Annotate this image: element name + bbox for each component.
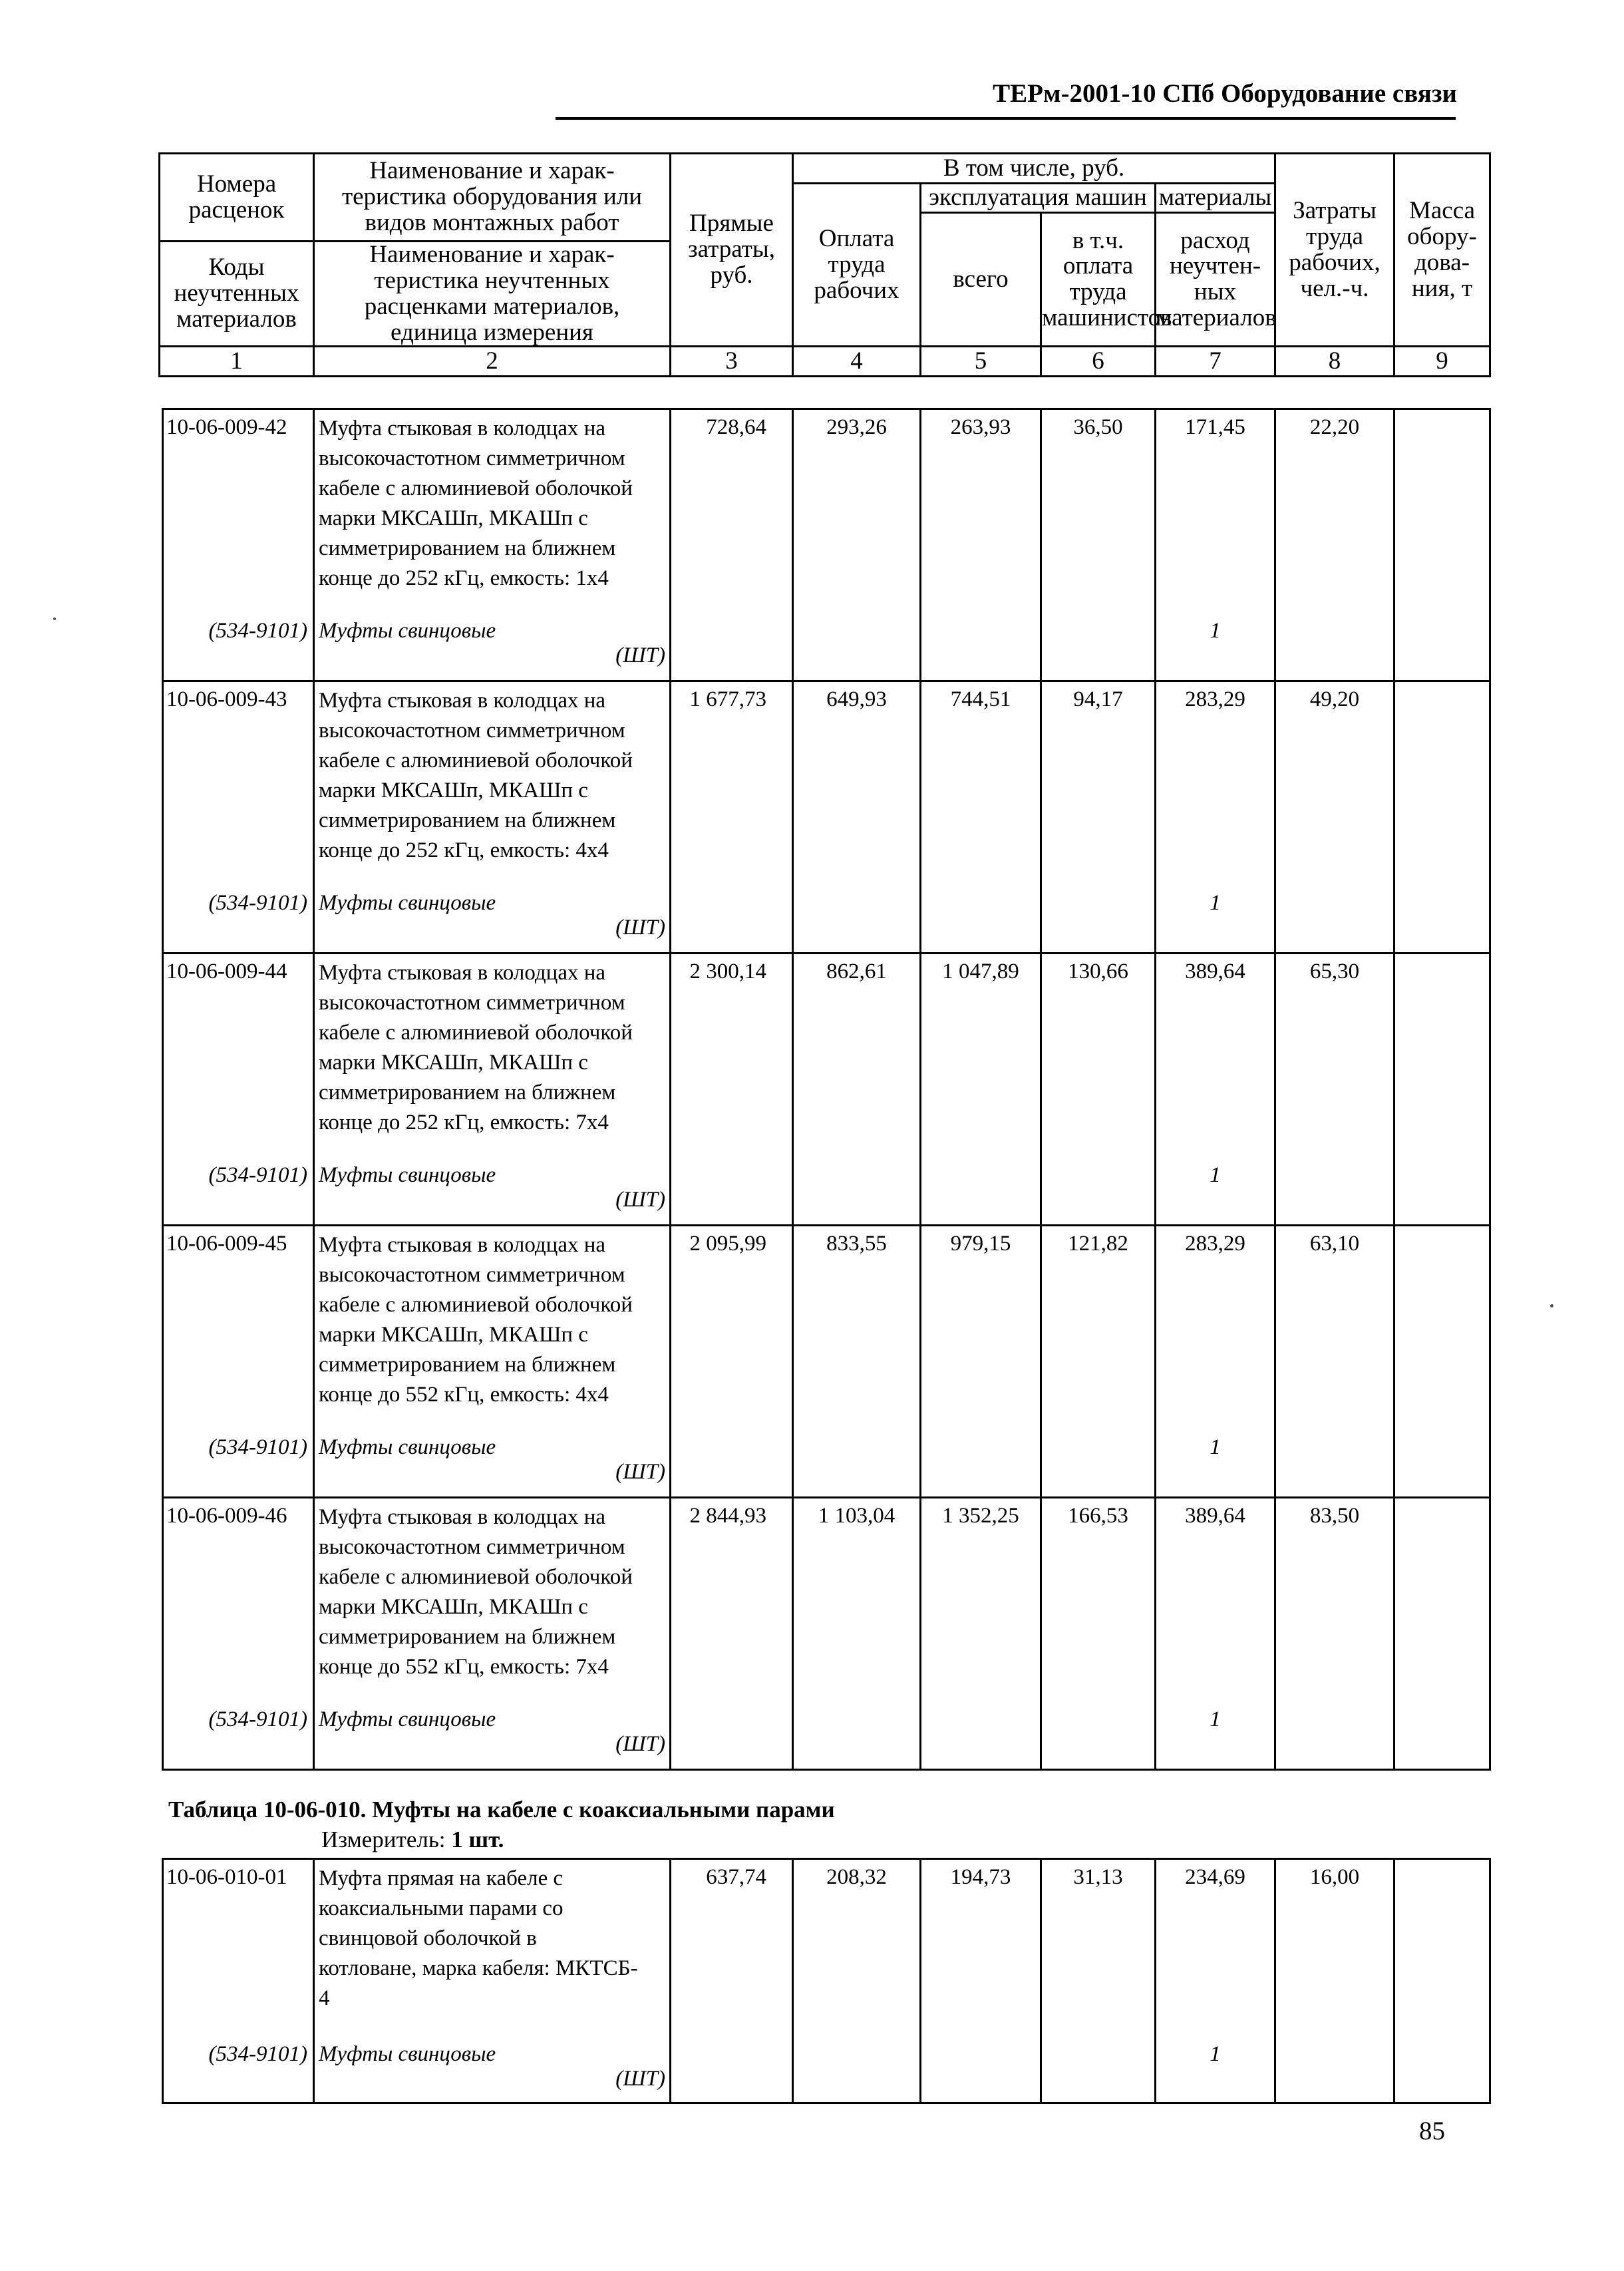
- machines-total: 263,93: [950, 415, 1011, 439]
- material-row: [163, 1163, 1490, 1226]
- machinists-pay: 31,13: [1073, 1865, 1123, 1889]
- worker-pay: 208,32: [826, 1865, 887, 1889]
- column-number: 2: [314, 347, 671, 377]
- machinists-pay: 166,53: [1068, 1504, 1128, 1528]
- material-name: Муфты свинцовые: [319, 1707, 496, 1731]
- material-quantity: 1: [1210, 1162, 1221, 1187]
- scan-speck: [53, 617, 56, 620]
- column-number: 1: [160, 347, 314, 377]
- rate-description: Муфта стыковая в колодцах на высокочастотном симметричном кабеле с алюминиевой оболочкой марки МКСАШп, МКАШп с симметрированием на ближнем конце до 552 кГц, емкость: 7х4: [319, 1505, 633, 1679]
- material-code: (534-9101): [208, 1707, 307, 1731]
- header-direct-costs: Прямые затраты, руб.: [671, 154, 793, 347]
- rate-row: [163, 681, 1490, 891]
- header-material-names: Наименование и харак- теристика неучтенных расценками материалов, единица измерения: [314, 242, 671, 347]
- material-name: Муфты свинцовые: [319, 2041, 496, 2066]
- material-row: [163, 619, 1490, 681]
- materials-cost: 234,69: [1185, 1865, 1245, 1889]
- rate-code: 10-06-009-43: [166, 687, 287, 711]
- material-quantity: 1: [1210, 1435, 1221, 1459]
- labor-hours: 22,20: [1309, 415, 1360, 439]
- materials-cost: 283,29: [1185, 1232, 1245, 1256]
- material-row: [163, 891, 1490, 954]
- direct-costs: 728,64: [706, 415, 766, 439]
- material-code: (534-9101): [208, 1162, 307, 1187]
- rate-code: 10-06-009-44: [166, 960, 287, 983]
- machinists-pay: 94,17: [1073, 687, 1123, 711]
- header-rule: [556, 117, 1456, 120]
- running-title: ТЕРм-2001-10 СПб Оборудование связи: [993, 79, 1457, 108]
- material-unit: (ШТ): [615, 1731, 665, 1756]
- material-row: [163, 2042, 1490, 2103]
- materials-cost: 389,64: [1185, 960, 1245, 983]
- rate-description: Муфта стыковая в колодцах на высокочастотном симметричном кабеле с алюминиевой оболочкой марки МКСАШп, МКАШп с симметрированием на ближнем конце до 552 кГц, емкость: 4х4: [319, 1233, 633, 1407]
- rate-code: 10-06-010-01: [166, 1865, 287, 1889]
- rate-table: [162, 408, 1491, 1771]
- worker-pay: 293,26: [826, 415, 887, 439]
- worker-pay: 862,61: [826, 960, 887, 983]
- machines-total: 1 352,25: [942, 1504, 1019, 1528]
- header-machine-operation: эксплуатация машин: [921, 184, 1156, 213]
- direct-costs: 1 677,73: [689, 687, 766, 711]
- material-row: [163, 1435, 1490, 1498]
- machines-total: 1 047,89: [942, 960, 1019, 983]
- table-title: Таблица 10-06-010. Муфты на кабеле с коаксиальными парами: [168, 1797, 835, 1823]
- column-header-table: [158, 152, 1491, 377]
- material-row: [163, 1707, 1490, 1770]
- rate-description: Муфта стыковая в колодцах на высокочастотном симметричном кабеле с алюминиевой оболочкой марки МКСАШп, МКАШп с симметрированием на ближнем конце до 252 кГц, емкость: 1х4: [319, 417, 633, 590]
- rate-description: Муфта стыковая в колодцах на высокочастотном симметричном кабеле с алюминиевой оболочкой марки МКСАШп, МКАШп с симметрированием на ближнем конце до 252 кГц, емкость: 7х4: [319, 961, 633, 1135]
- rate-row: [163, 1498, 1490, 1707]
- coaxial-rate-table: [162, 1858, 1491, 2104]
- machinists-pay: 121,82: [1068, 1232, 1128, 1256]
- labor-hours: 16,00: [1309, 1865, 1360, 1889]
- rate-row: [163, 1859, 1490, 2042]
- material-unit: (ШТ): [615, 915, 665, 940]
- direct-costs: 2 300,14: [689, 960, 766, 983]
- material-unit: (ШТ): [615, 1187, 665, 1212]
- equipment-mass: [1395, 954, 1489, 960]
- materials-cost: 389,64: [1185, 1504, 1245, 1528]
- material-quantity: 1: [1210, 2041, 1221, 2066]
- materials-cost: 171,45: [1185, 415, 1245, 439]
- rate-code: 10-06-009-45: [166, 1232, 287, 1256]
- rate-row: [163, 409, 1490, 619]
- column-number: 8: [1275, 347, 1394, 377]
- column-number: 7: [1156, 347, 1275, 377]
- material-name: Муфты свинцовые: [319, 890, 496, 915]
- machines-total: 979,15: [950, 1232, 1011, 1256]
- material-quantity: 1: [1210, 890, 1221, 915]
- header-unaccounted-materials: расход неучтен- ных материалов: [1156, 213, 1275, 347]
- material-name: Муфты свинцовые: [319, 1162, 496, 1187]
- material-code: (534-9101): [208, 2041, 307, 2066]
- equipment-mass: [1395, 1860, 1489, 1865]
- material-quantity: 1: [1210, 618, 1221, 643]
- equipment-mass: [1395, 1226, 1489, 1232]
- material-unit: (ШТ): [615, 1459, 665, 1484]
- header-machines-total: всего: [921, 213, 1041, 347]
- materials-cost: 283,29: [1185, 687, 1245, 711]
- worker-pay: 1 103,04: [818, 1504, 895, 1528]
- machines-total: 194,73: [950, 1865, 1011, 1889]
- rate-description: Муфта прямая на кабеле с коаксиальными парами со свинцовой оболочкой в котловане, марка кабеля: МКТСБ- 4: [319, 1866, 638, 2010]
- equipment-mass: [1395, 682, 1489, 687]
- column-number: 9: [1394, 347, 1490, 377]
- direct-costs: 637,74: [706, 1865, 766, 1889]
- machinists-pay: 36,50: [1073, 415, 1123, 439]
- labor-hours: 49,20: [1309, 687, 1360, 711]
- rate-description: Муфта стыковая в колодцах на высокочастотном симметричном кабеле с алюминиевой оболочкой марки МКСАШп, МКАШп с симметрированием на ближнем конце до 252 кГц, емкость: 4х4: [319, 689, 633, 862]
- equipment-mass: [1395, 1498, 1489, 1504]
- worker-pay: 649,93: [826, 687, 887, 711]
- material-code: (534-9101): [208, 890, 307, 915]
- column-number: 5: [921, 347, 1041, 377]
- material-unit: (ШТ): [615, 2066, 665, 2091]
- machinists-pay: 130,66: [1068, 960, 1128, 983]
- rate-code: 10-06-009-42: [166, 415, 287, 439]
- material-code: (534-9101): [208, 1435, 307, 1459]
- header-machinists-pay: в т.ч. оплата труда машинистов: [1041, 213, 1156, 347]
- worker-pay: 833,55: [826, 1232, 887, 1256]
- header-worker-pay: Оплата труда рабочих: [793, 184, 921, 347]
- material-code: (534-9101): [208, 618, 307, 643]
- rate-row: [163, 1226, 1490, 1435]
- material-unit: (ШТ): [615, 643, 665, 667]
- direct-costs: 2 095,99: [689, 1232, 766, 1256]
- page-number: 85: [1419, 2117, 1445, 2145]
- header-column-numbers: [160, 347, 1490, 377]
- scan-speck: [1550, 1304, 1553, 1308]
- labor-hours: 83,50: [1309, 1504, 1360, 1528]
- material-name: Муфты свинцовые: [319, 618, 496, 643]
- header-labor-hours: Затраты труда рабочих, чел.-ч.: [1275, 154, 1394, 347]
- header-work-name: Наименование и харак- теристика оборудования или видов монтажных работ: [314, 154, 671, 242]
- equipment-mass: [1395, 410, 1489, 415]
- header-equipment-mass: Масса обору- дова- ния, т: [1394, 154, 1490, 347]
- header-materials: материалы: [1156, 184, 1275, 213]
- labor-hours: 63,10: [1309, 1232, 1360, 1256]
- direct-costs: 2 844,93: [689, 1504, 766, 1528]
- rate-code: 10-06-009-46: [166, 1504, 287, 1528]
- header-rate-numbers: Номера расценок: [160, 154, 314, 242]
- rate-row: [163, 954, 1490, 1163]
- column-number: 4: [793, 347, 921, 377]
- header-material-codes: Коды неучтенных материалов: [160, 242, 314, 347]
- machines-total: 744,51: [950, 687, 1011, 711]
- table-measure: Измеритель: 1 шт.: [321, 1827, 504, 1852]
- material-quantity: 1: [1210, 1707, 1221, 1731]
- column-number: 6: [1041, 347, 1156, 377]
- labor-hours: 65,30: [1309, 960, 1360, 983]
- material-name: Муфты свинцовые: [319, 1435, 496, 1459]
- header-including-group: В том числе, руб.: [793, 154, 1275, 184]
- column-number: 3: [671, 347, 793, 377]
